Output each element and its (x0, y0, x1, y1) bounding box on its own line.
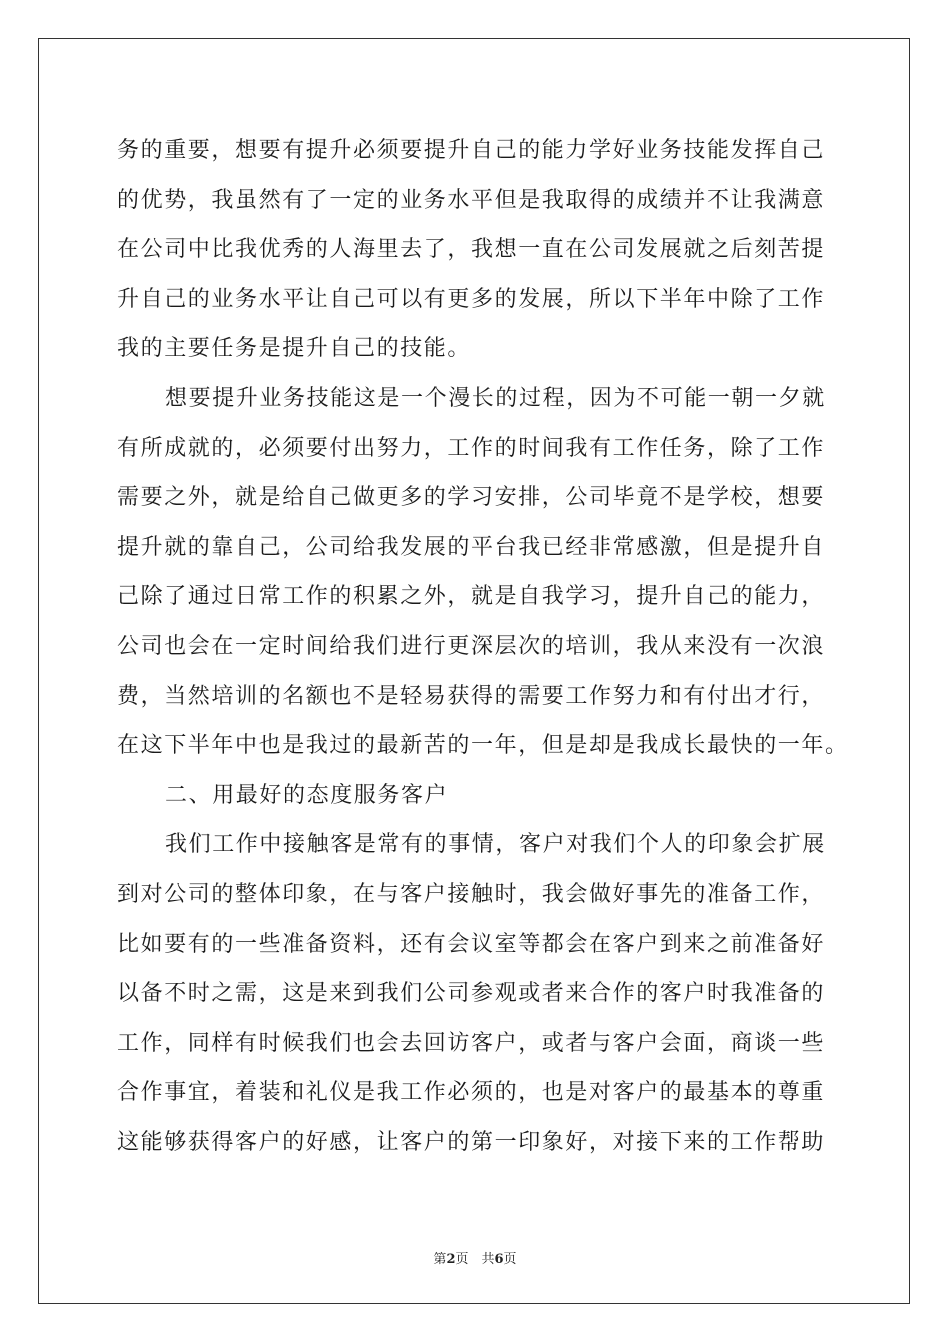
text-line-18: 以备不时之需，这是来到我们公司参观或者来合作的客户时我准备的 (117, 981, 826, 1007)
section-heading: 二、用最好的态度服务客户 (165, 782, 449, 808)
page-footer (0, 1248, 950, 1267)
text-line-21: 这能够获得客户的好感，让客户的第一印象好，对接下来的工作帮助 (117, 1129, 826, 1155)
text-line-15: 我们工作中接触客是常有的事情，客户对我们个人的印象会扩展 (165, 832, 826, 858)
text-line-9: 提升就的靠自己，公司给我发展的平台我已经非常感激，但是提升自 (117, 534, 826, 560)
text-line-2: 的优势，我虽然有了一定的业务水平但是我取得的成绩并不让我满意 (117, 187, 826, 213)
text-line-20: 合作事宜，着装和礼仪是我工作必须的，也是对客户的最基本的尊重 (117, 1080, 826, 1106)
footer-mid: 页 共 (455, 1252, 495, 1267)
footer-prefix: 第 (433, 1252, 447, 1267)
footer-current-page: 2 (446, 1252, 456, 1267)
text-line-19: 工作，同样有时候我们也会去回访客户，或者与客户会面，商谈一些 (117, 1030, 826, 1056)
text-line-1: 务的重要，想要有提升必须要提升自己的能力学好业务技能发挥自己 (117, 138, 826, 163)
text-line-8: 需要之外，就是给自己做更多的学习安排，公司毕竟不是学校，想要 (117, 485, 826, 511)
footer-total-pages: 6 (494, 1252, 504, 1267)
footer-suffix: 页 (503, 1252, 517, 1267)
text-line-5: 我的主要任务是提升自己的技能。 (117, 336, 472, 362)
text-line-13: 在这下半年中也是我过的最新苦的一年，但是却是我成长最快的一年。 (117, 733, 849, 759)
text-line-17: 比如要有的一些准备资料，还有会议室等都会在客户到来之前准备好 (117, 931, 826, 957)
text-line-3: 在公司中比我优秀的人海里去了，我想一直在公司发展就之后刻苦提 (117, 237, 826, 263)
text-line-4: 升自己的业务水平让自己可以有更多的发展，所以下半年中除了工作 (117, 286, 826, 312)
document-body (117, 126, 849, 1167)
text-line-16: 到对公司的整体印象，在与客户接触时，我会做好事先的准备工作， (117, 881, 826, 907)
text-line-12: 费，当然培训的名额也不是轻易获得的需要工作努力和有付出才行， (117, 683, 826, 709)
text-line-11: 公司也会在一定时间给我们进行更深层次的培训，我从来没有一次浪 (117, 633, 826, 659)
text-line-7: 有所成就的，必须要付出努力，工作的时间我有工作任务，除了工作 (117, 435, 826, 461)
text-line-10: 己除了通过日常工作的积累之外，就是自我学习，提升自己的能力， (117, 584, 826, 610)
text-line-6: 想要提升业务技能这是一个漫长的过程，因为不可能一朝一夕就 (165, 385, 826, 411)
